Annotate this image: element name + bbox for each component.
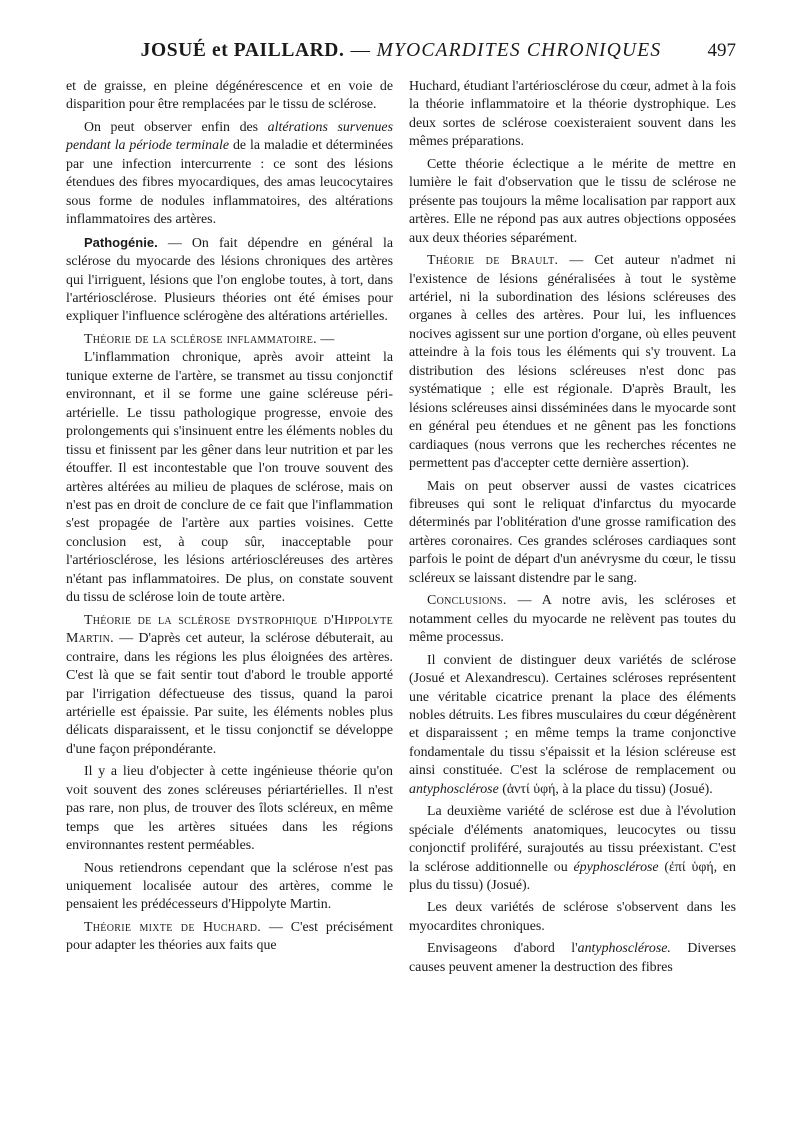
emphasis: antyphosclérose.	[577, 941, 671, 957]
header-separator: —	[350, 40, 371, 61]
paragraph: Nous retiendrons cependant que la sclérose n'est pas uniquement localisée autour des artères, comme le pensaient les prédécesseurs d'Hippolyte Martin.	[66, 860, 393, 913]
section-heading-pathogenie: Pathogénie.	[84, 234, 158, 250]
subsection-heading: Conclusions.	[427, 593, 507, 609]
text-run: On peut observer enfin des	[84, 119, 268, 135]
paragraph	[66, 612, 393, 760]
paragraph: Les deux variétés de sclérose s'observent dans les myocardites chroniques.	[409, 900, 736, 934]
paragraph: et de graisse, en pleine dégénérescence et en voie de disparition pour être remplacées par le tissu de sclérose.	[66, 79, 393, 113]
right-column	[409, 78, 736, 977]
paragraph: Huchard, étudiant l'artériosclérose du cœur, admet à la fois la théorie inflammatoire et la théorie dystrophique. Les deux sortes de sclérose coexisteraient souvent dans les mêmes préparations.	[409, 79, 736, 150]
paragraph	[409, 803, 736, 895]
text-run: (ἐπί ὑφή, en plus du tissu) (Josué).	[409, 859, 737, 894]
page-number: 497	[707, 40, 736, 61]
text-run: — A notre avis, les scléroses et notamment celles du myocarde ne relèvent pas toutes du même processus.	[409, 593, 736, 646]
paragraph	[66, 119, 393, 230]
text-run: de la maladie et déterminées par une infection intercurrente : ce sont des lésions étendues des fibres myocardiques, des amas leucocytaires sous forme de nodules inflammatoires, des altérations inflammatoires des artères.	[66, 138, 393, 228]
paragraph: Cette théorie éclectique a le mérite de mettre en lumière le fait d'observation que le tissu de sclérose ne présente pas toujours la même localisation par rapport aux artères. Elle ne répond pas aux autres objections opposées aux deux théories séparément.	[409, 156, 736, 246]
header-subject: MYOCARDITES CHRONIQUES	[376, 40, 662, 61]
paragraph	[66, 331, 393, 349]
running-header	[66, 38, 736, 78]
header-authors: JOSUÉ et PAILLARD.	[140, 40, 345, 61]
text-run: (ἀντί ὑφή, à la place du tissu) (Josué).	[498, 781, 713, 797]
paragraph	[409, 252, 736, 473]
text-run: — On fait dépendre en général la sclérose du myocarde des lésions chroniques des artères qui l'irriguent, lésions que l'on englobe toutes, à tort, dans l'artériosclérose. Plusieurs théories ont été émises pour expliquer l'influence sclérogène des altérations artérielles.	[66, 235, 393, 325]
text-run: — C'est précisément pour adapter les théories aux faits que	[66, 919, 393, 954]
paragraph: Mais on peut observer aussi de vastes cicatrices fibreuses qui sont le reliquat d'infarctus du myocarde déterminés par l'oblitération d'une grosse ramification des artères coronaires. Ces grandes scléroses cardiaques sont parfois le point de départ d'un anévrysme du cœur, le tissu scléreux se laissant distendre par le sang.	[409, 478, 736, 586]
subsection-heading: Théorie mixte de Huchard.	[84, 919, 262, 935]
paragraph: L'inflammation chronique, après avoir atteint la tunique externe de l'artère, se transmet au tissu conjonctif environnant, et il se forme une gaine scléreuse péri-artérielle. Le tissu pathologique progresse, envoie des prolongements qui s'insinuent entre les éléments nobles du tissu et finissent par les gêner dans leur nutrition et par les étouffer. Il est incontestable que l'on trouve souvent des artères altérées au milieu de plaques de sclérose, mais on n'est pas en droit de conclure de ce fait que l'inflammation s'est propagée de l'artère aux parties voisines. Cette conclusion est, à coup sûr, inacceptable pour l'artériosclérose, les lésions artérioscléreuses des artères n'étant pas inflammatoires. De plus, on constate souvent du tissu de sclérose loin de toute artère.	[66, 350, 393, 606]
left-column	[66, 78, 393, 956]
text-run: La deuxième variété de sclérose est due à l'évolution spéciale d'éléments anatomiques, leucocytes ou tissu conjonctif proliféré, surajoutés au tissu préexistant. C'est la sclérose additionnelle ou	[409, 804, 736, 875]
emphasis: antyphosclérose	[409, 781, 499, 797]
paragraph	[66, 234, 393, 327]
text-run: Il convient de distinguer deux variétés de sclérose (Josué et Alexandrescu). Certaines scléroses représentent une véritable cicatrice prenant la place des éléments nobles détruits. Les fibres musculaires du cœur dégénèrent et disparaissent ; en même temps la trame conjonctive fondamentale du tissu s'épaissit et la lésion scléreuse est ainsi constituée. C'est la sclérose de remplacement ou	[409, 652, 736, 779]
paragraph	[66, 919, 393, 956]
header-title	[66, 40, 736, 62]
paragraph: Il y a lieu d'objecter à cette ingénieuse théorie qu'on voit souvent des zones scléreuses périartérielles. Il n'est pas rare, non plus, de trouver des îlots scléreux, en même temps que les artères situées dans les régions environnantes restent perméables.	[66, 764, 393, 854]
subsection-heading: Théorie de Brault.	[427, 253, 559, 269]
text-run: —	[316, 331, 335, 347]
subsection-heading: Théorie de la sclérose inflammatoire.	[84, 331, 317, 347]
emphasis: épyphosclérose	[573, 859, 659, 875]
paragraph	[409, 592, 736, 647]
text-run: — D'après cet auteur, la sclérose débuterait, au contraire, dans les régions les plus éloignées des artères. C'est là que se fait sentir tout d'abord le trouble apporté par l'irrigation défectueuse des tissus, quand la paroi artérielle est épaissie. Par suite, les éléments nobles plus délicats disparaissent, et le tissu conjonctif se développe d'une façon prépondérante.	[66, 631, 393, 757]
paragraph	[409, 652, 736, 800]
emphasis: altérations survenues pendant la période terminale	[66, 119, 393, 154]
paragraph	[409, 940, 736, 977]
subsection-heading: Théorie de la sclérose dystrophique d'Hippolyte Martin.	[66, 612, 393, 647]
text-run: Diverses causes peuvent amener la destruction des fibres	[409, 941, 736, 975]
text-run: — Cet auteur n'admet ni l'existence de lésions généralisées à tout le système artériel, ni la subordination des lésions scléreuses des organes à celles des artères. Pour lui, les influences nocives agissent sur une portion d'organe, où elles peuvent atteindre à la fois tous les éléments qui s'y trouvent. La distribution des lésions scléreuses n'est donc pas systématique ; elle est régionale. D'après Brault, les lésions scléreuses ainsi disséminées dans le myocarde sont en général peu étendues et ne gênent pas les fonctions cardiaques (nous verrons que les recherches récentes ne permettent pas d'accepter cette dernière assertion).	[409, 253, 736, 472]
text-run: Envisageons d'abord l'	[427, 941, 578, 957]
